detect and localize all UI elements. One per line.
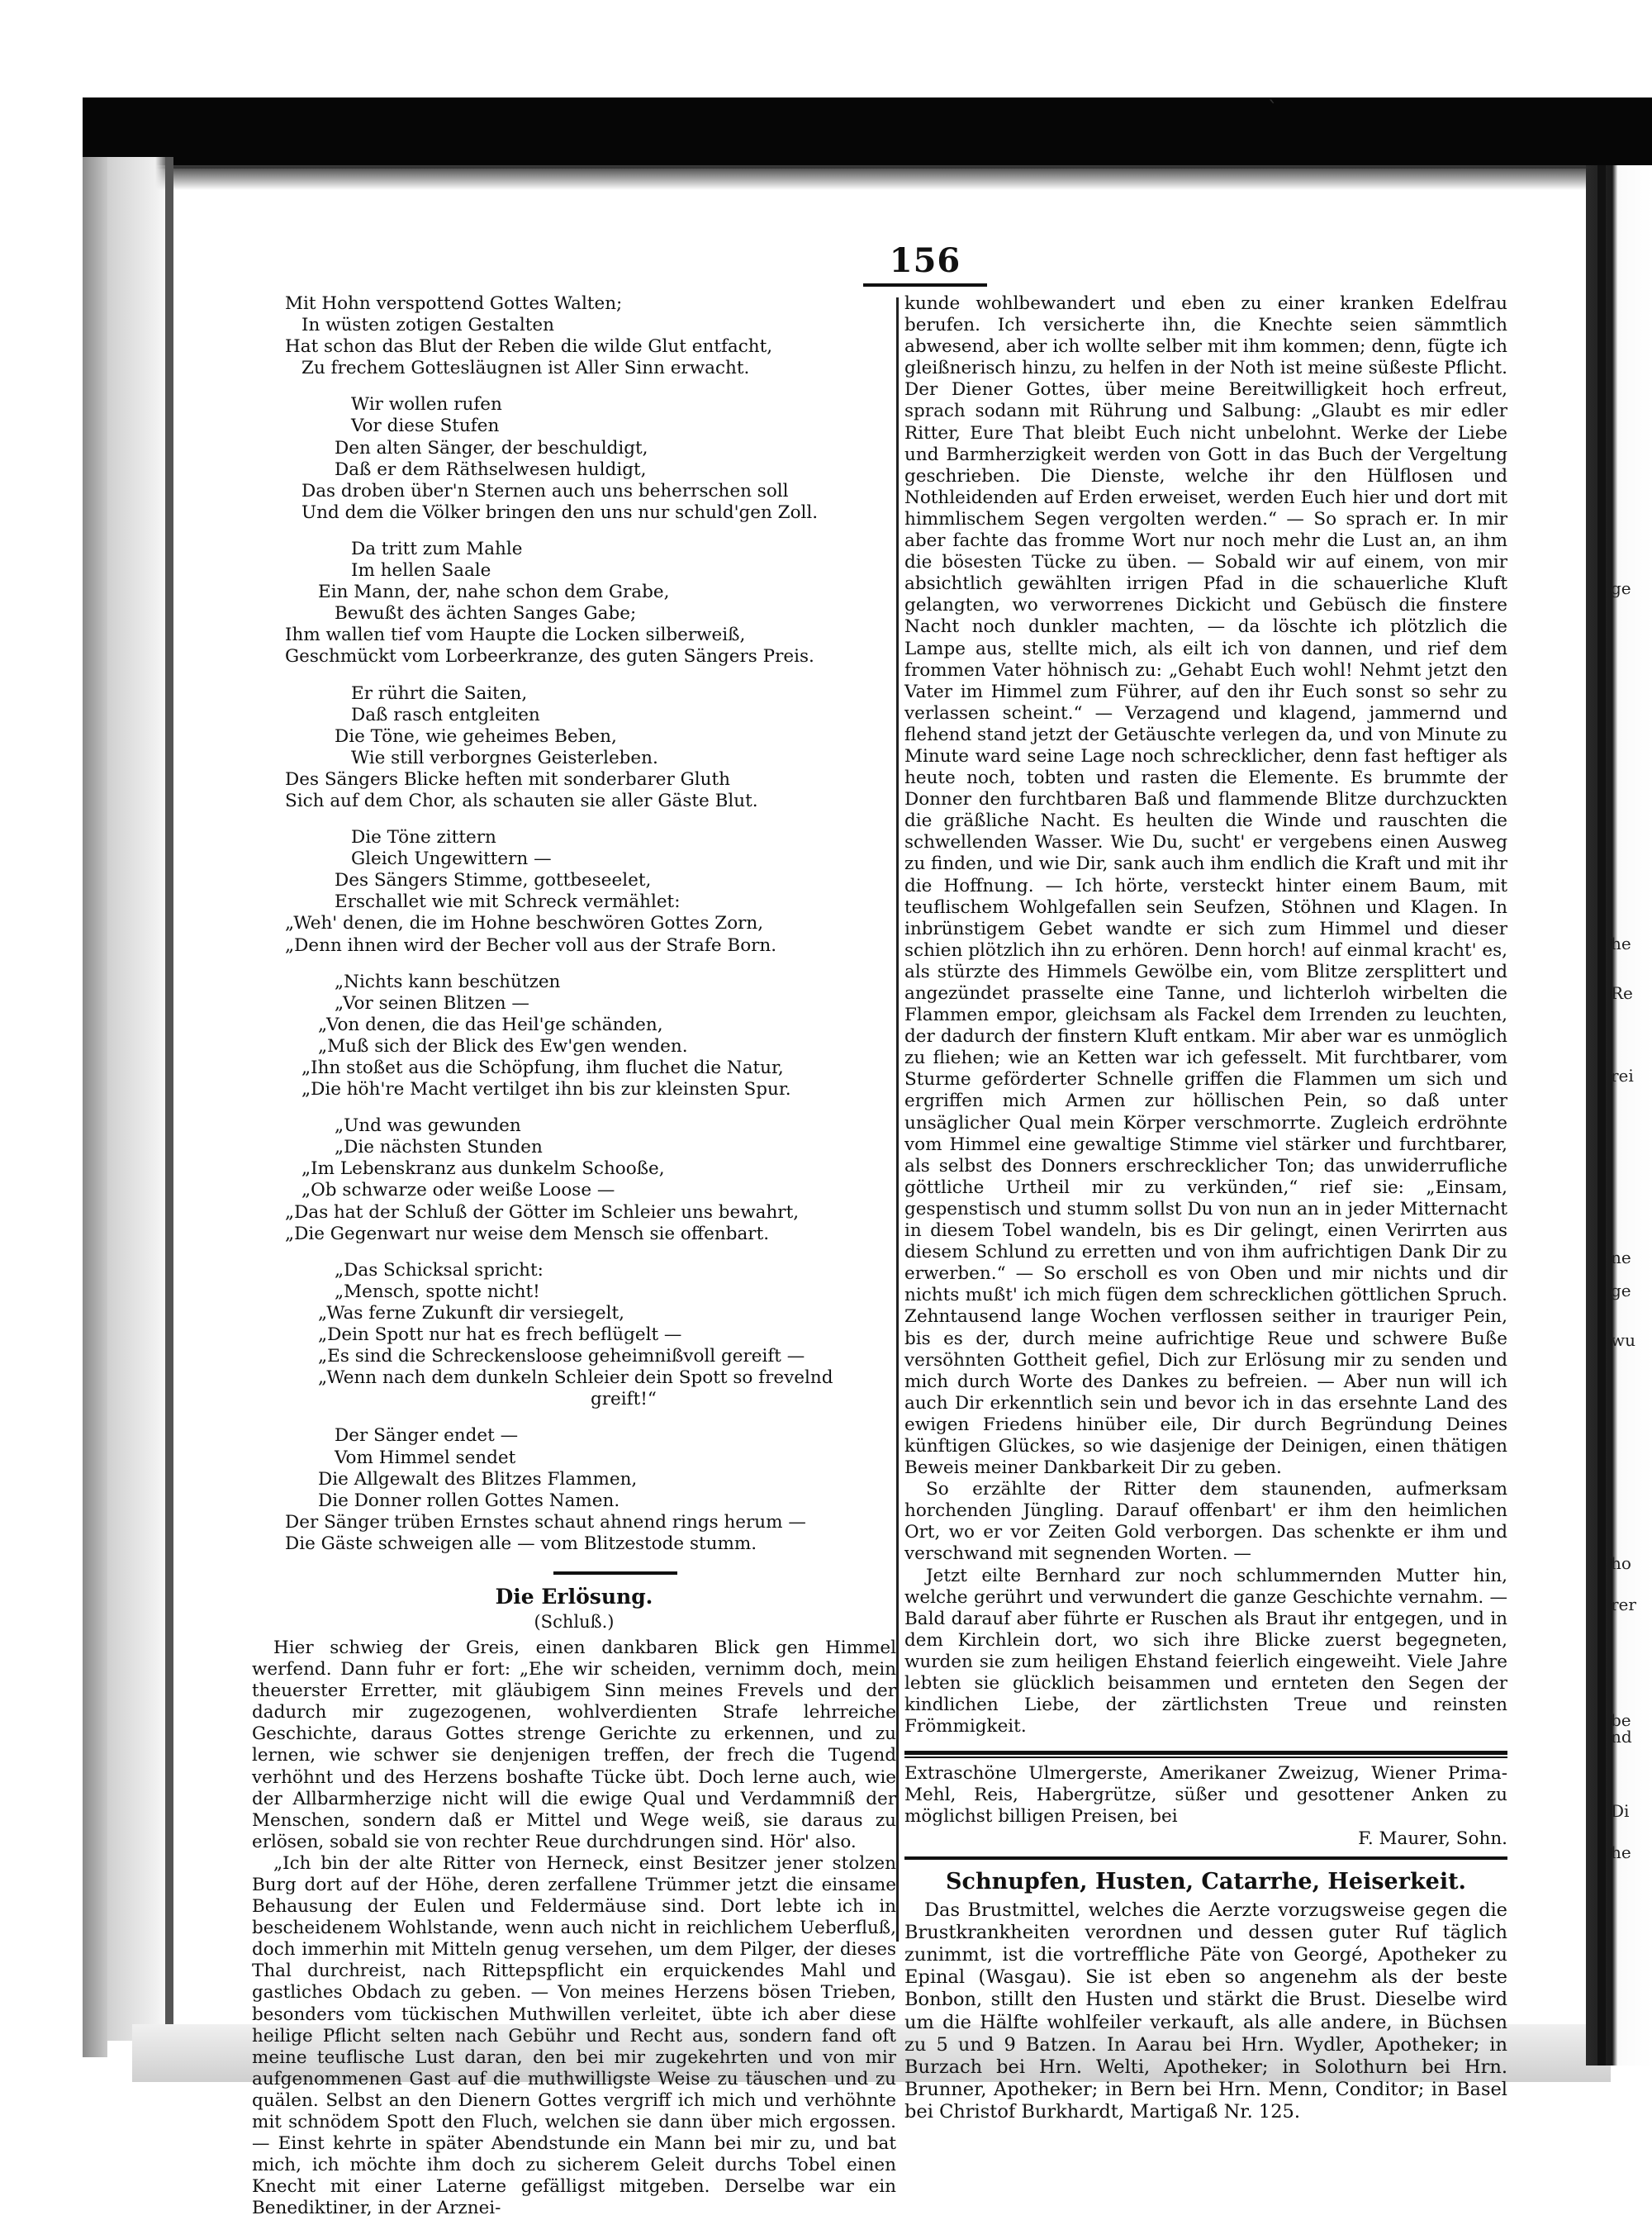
poem-stanza <box>252 293 896 379</box>
story-paragraph: Jetzt eilte Bernhard zur noch schlummernden Mutter hin, welche gerührt und verwundert die ganze Geschichte vernahm. — Bald darauf aber führte er Ruschen als Braut ihr entgegen, und in dem Kirchlein dort, wo sich ihre Blicke zuerst begegneten, wurden sie zum heiligen Ehstand feierlich eingeweiht. Viele Jahre lebten sie glücklich beisammen und ernteten den Segen der kindlichen Liebe, der zärtlichsten Treue und reinsten Frömmigkeit. <box>904 1565 1507 1737</box>
facing-page-fragment: ho <box>1611 1553 1631 1573</box>
column-divider <box>896 297 899 1942</box>
facing-page-fragment: rei <box>1611 1066 1634 1086</box>
poem-line: „Nichts kann beschützen <box>335 971 561 992</box>
facing-page-fragment: ne <box>1611 1248 1631 1267</box>
poem-line: Die Töne zittern <box>351 827 496 849</box>
advert-maurer-signature: F. Maurer, Sohn. <box>1358 1828 1507 1849</box>
facing-page-fragment: ge <box>1611 578 1631 598</box>
poem-line: Gleich Ungewittern — <box>351 849 552 870</box>
poem-line: „Im Lebenskranz aus dunkelm Schooße, <box>301 1158 665 1180</box>
advert-brustmittel-text: Das Brustmittel, welches die Aerzte vorzugsweise gegen die Brustkrankheiten verordnen und dessen guter Ruf täglich zunimmt, ist die vortreffliche Päte von Georgé, Apotheker zu Epinal (Wasgau). Sie ist eben so angenehm als der beste Bonbon, stillt den Husten und stärkt die Brust. Dieselbe wird um die Hälfte wohlfeiler verkauft, als alle andere, in Büchsen zu 5 und 9 Batzen. In Aarau bei Hrn. Wydler, Apotheker; in Burzach bei Hrn. Welti, Apotheker; in Solothurn bei Hrn. Brunner, Apotheker; in Bern bei Hrn. Menn, Conditor; in Basel bei Christof Burkhardt, Martigaß Nr. 125. <box>904 1899 1507 2123</box>
poem-line: „Was ferne Zukunft dir versiegelt, <box>318 1302 624 1324</box>
page-left-border <box>165 157 173 2032</box>
poem-line: Da tritt zum Mahle <box>351 538 523 559</box>
facing-page-fragment: he <box>1611 934 1631 953</box>
advert-rule-thick <box>904 1751 1507 1755</box>
poem-line: Ein Mann, der, nahe schon dem Grabe, <box>318 582 670 603</box>
poem-stanza <box>252 683 896 813</box>
poem-line: „Ob schwarze oder weiße Loose — <box>301 1180 615 1201</box>
left-column <box>252 293 896 2220</box>
scan-top-fade <box>83 165 1652 190</box>
facing-page-fragment: nd <box>1611 1727 1632 1747</box>
poem-line: Daß er dem Räthselwesen huldigt, <box>335 459 647 480</box>
scan-left-edge <box>83 157 107 2057</box>
poem-line: In wüsten zotigen Gestalten <box>301 315 554 336</box>
advert-maurer-text: Extraschöne Ulmergerste, Amerikaner Zweizug, Wiener Prima-Mehl, Reis, Habergrütze, süßer und gesottener Anken zu möglichst billigen Preisen, bei <box>904 1763 1507 1828</box>
poem-line: „Denn ihnen wird der Becher voll aus der Strafe Born. <box>285 934 777 956</box>
page-number: 156 <box>889 241 961 280</box>
poem-line: Zu frechem Gottesläugnen ist Aller Sinn erwacht. <box>301 358 750 379</box>
poem-line: Sich auf dem Chor, als schauten sie aller Gäste Blut. <box>285 790 758 811</box>
poem-line: Bewußt des ächten Sanges Gabe; <box>335 603 637 625</box>
poem-line: „Weh' denen, die im Hohne beschwören Gottes Zorn, <box>285 913 764 934</box>
poem-line: Das droben über'n Sternen auch uns beherrschen soll <box>301 480 789 502</box>
facing-page-fragment: wu <box>1611 1330 1635 1350</box>
poem-line: „Die höh're Macht vertilget ihn bis zur kleinsten Spur. <box>301 1079 791 1100</box>
poem-line: Den alten Sänger, der beschuldigt, <box>335 437 648 459</box>
advert-rule <box>904 1856 1507 1860</box>
poem-line: „Das hat der Schluß der Götter im Schleier uns bewahrt, <box>285 1201 800 1223</box>
poem-line: „Das Schicksal spricht: <box>335 1259 544 1281</box>
poem-line: Geschmückt vom Lorbeerkranze, des guten Sängers Preis. <box>285 646 814 668</box>
poem-line: Und dem die Völker bringen den uns nur schuld'gen Zoll. <box>301 502 819 523</box>
poem-line: Der Sänger endet — <box>335 1425 519 1447</box>
poem-line: Daß rasch entgleiten <box>351 704 540 725</box>
poem-line: Ihm wallen tief vom Haupte die Locken silberweiß, <box>285 625 746 646</box>
poem-stanza <box>252 394 896 524</box>
facing-page-fragment: be <box>1611 1710 1631 1730</box>
poem-line: Des Sängers Stimme, gottbeseelet, <box>335 870 652 891</box>
poem-stanza <box>252 1115 896 1245</box>
section-divider-rule <box>553 1571 677 1575</box>
poem-line: „Ihn stoßet aus die Schöpfung, ihm fluchet die Natur, <box>301 1058 784 1078</box>
story-paragraph: So erzählte der Ritter dem staunenden, aufmerksam horchenden Jüngling. Darauf offenbart' er ihm den heimlichen Ort, wo er vor Zeiten Gold verborgen. Das schenkte er ihm und verschwand mit segnenden Worten. — <box>904 1479 1507 1565</box>
poem-stanza <box>252 1260 896 1411</box>
scan-top-shadow <box>83 97 1652 169</box>
poem-line: Wir wollen rufen <box>351 394 502 416</box>
advert-rule-thin <box>904 1757 1507 1758</box>
facing-page-fragment: Re <box>1611 983 1633 1003</box>
poem-line: Er rührt die Saiten, <box>351 682 528 704</box>
poem-line: „Die nächsten Stunden <box>335 1137 543 1158</box>
page-number-rule <box>863 283 987 287</box>
poem-stanza <box>252 972 896 1101</box>
poem-line: „Und was gewunden <box>335 1115 521 1137</box>
poem-line: Wie still verborgnes Geisterleben. <box>351 747 658 768</box>
scan-right-shadow <box>1586 165 1652 2066</box>
poem-line: Im hellen Saale <box>351 560 491 582</box>
poem-line: Vor diese Stufen <box>351 416 500 437</box>
poem-line: Der Sänger trüben Ernstes schaut ahnend rings herum — <box>285 1511 806 1533</box>
facing-page-fragment: ge <box>1611 1281 1631 1300</box>
right-column <box>904 293 1507 2124</box>
story-paragraph-continued: kunde wohlbewandert und eben zu einer kranken Edelfrau berufen. Ich versicherte ihn, die Knechte seien sämmtlich abwesend, aber ich wollte selber mit ihm kommen; denn, fügte ich gleißnerisch hinzu, zu helfen in der Noth ist meine süßeste Pflicht. Der Diener Gottes, über meine Bereitwilligkeit hoch erfreut, sprach sodann mit Rührung und Salbung: „Glaubt es mir edler Ritter, Eure That bleibt Euch nicht unbelohnt. Werke der Liebe und Barmherzigkeit werden von Gott in das Buch der Vergeltung geschrieben. Die Dienste, welche ihr den Hülflosen und Nothleidenden auf Erden erweiset, werden Euch hier und dort mit himmlischem Segen vergolten werden.“ — So sprach er. In mir aber fachte das fromme Wort nur noch mehr die Lust an, an ihm die bösesten Tücke zu üben. — Sobald wir auf einem, von mir absichtlich gewählten irrigen Pfad in die schauerliche Kluft gelangten, wo verworrenes Dickicht und Gebüsch die finstere Nacht noch dunkler machten, — da löschte ich plötzlich die Lampe aus, stellte mich, als eilt ich von dannen, und rief dem frommen Vater höhnisch zu: „Gehabt Euch wohl! Nehmt jetzt den Vater im Himmel zum Führer, auf den ihr Euch sonst so sehr zu verlassen scheint.“ — Verzagend und klagend, jammernd und flehend stand jetzt der Getäuschte verlegen da, und von Minute zu Minute ward seine Lage noch schrecklicher, denn fast heftiger als heute noch, tobten und rasten die Elemente. Es brummte der Donner den furchtbaren Baß und flammende Blitze durchzuckten die gräßliche Nacht. Es heulten die Winde und rauschten die schwellenden Wasser. Wie Du, sucht' er vergebens einen Ausweg zu finden, und wie Dir, sank auch ihm endlich die Kraft und mit ihr die Hoffnung. — Ich hörte, versteckt hinter einem Baum, mit teuflischem Wohlgefallen sein Seufzen, Stöhnen und Klagen. In inbrünstigem Gebet wandte er sich zum Himmel und dieser schien plötzlich ihn zu erhören. Denn horch! auf einmal kracht' es, als stürzte des Himmels Gewölbe ein, vom Blitze zersplittert und angezündet prasselte eine Tanne, und lichterloh wirbelten die Flammen empor, gleichsam als Fackel dem Irrenden zu leuchten, der dadurch der finstern Kluft entkam. Mir aber war es unmöglich zu fliehen; wie an Ketten war ich gefesselt. Mit furchtbarer, vom Sturme geförderter Schnelle griffen die Flammen um sich und ergriffen mich Armen zur höllischen Pein, so daß unter unsäglicher Qual mein Körper verschmorrte. Zugleich erdröhnte vom Himmel eine gewaltige Stimme viel stärker und furchtbarer, als selbst des Donners erschrecklicher Ton; das unwiderrufliche göttliche Urtheil mir zu verkünden,“ rief sie: „Einsam, gespenstisch und stumm sollst Du von nun an in jeder Mitternacht in diesem Tobel wandeln, bis es Dir gelingt, einen Verirrten aus diesem Schlund zu erretten und von ihm aufrichtigen Dank Dir zu erwerben.“ — So erscholl es von Oben und mir nichts und dir nichts mußt' ich mich fügen dem schrecklichen göttlichen Spruch. Zehntausend lange Wochen verflossen seither in trauriger Pein, bis es der, durch meine aufrichtige Reue und schwere Buße versöhnten Gottheit gefiel, Dich zur Erlösung mir zu senden und mich durch Worte des Dankes zu befreien. — Aber nun will ich auch Dir erkenntlich sein und bevor ich in das ersehnte Land des ewigen Friedens hinüber eile, Dir durch Begründung Deines künftigen Glückes, so wie dasjenige der Deinigen, einen thätigen Beweis meiner Dankbarkeit Dir zu geben. <box>904 293 1507 1479</box>
facing-page-fragment: Di <box>1611 1801 1630 1821</box>
poem-line: Vom Himmel sendet <box>335 1447 516 1468</box>
story-subtitle: (Schluß.) <box>534 1611 615 1632</box>
poem-line: „Mensch, spotte nicht! <box>335 1281 540 1302</box>
advert-heading: Schnupfen, Husten, Catarrhe, Heiserkeit. <box>946 1868 1466 1894</box>
poem-line: Die Gäste schweigen alle — vom Blitzestode stumm. <box>285 1533 757 1554</box>
story-paragraph: Hier schwieg der Greis, einen dankbaren Blick gen Himmel werfend. Dann fuhr er fort: „Ehe wir scheiden, vernimm doch, mein theuerster Erretter, mit gläubigem Sinn meines Frevels und der dadurch mir zugezogenen, wohlverdienten Strafe lehrreiche Geschichte, daraus Gottes strenge Gerichte zu erkennen, und zu lernen, wie schwer sie denjenigen treffen, der frech die Tugend verhöhnt und des Herzens boshafte Tücke übt. Doch lerne auch, wie der Allbarmherzige nicht will die ewige Qual und Verdammniß der Menschen, sondern daß er Mittel und Wege weiß, sie daraus zu erlösen, sobald sie von rechter Reue durchdrungen sind. Hör' also. <box>252 1637 896 1852</box>
poem-line: „Dein Spott nur hat es frech beflügelt — <box>318 1324 682 1346</box>
poem <box>252 293 896 1555</box>
poem-line: Die Töne, wie geheimes Beben, <box>335 725 617 747</box>
story-paragraph: „Ich bin der alte Ritter von Herneck, einst Besitzer jener stolzen Burg dort auf der Höhe, deren zerfallene Trümmer jetzt die einsame Behausung der Eulen und Feldermäuse sind. Dort lebte ich in bescheidenem Wohlstande, wenn auch nicht in reichlichem Ueberfluß, doch immerhin mit Mitteln genug versehen, um dem Pilger, der dieses Thal durchreist, nach Rittерspflicht ein erquickendes Mahl und gastliches Obdach zu geben. — Von meines Herzens bösen Trieben, besonders vom tückischen Muthwillen verleitet, übte ich aber diese heilige Pflicht selten nach Gebühr und Recht aus, sondern fand oft meine teuflische Lust daran, den bei mir zugekehrten und von mir aufgenommenen Gast auf die muthwilligste Weise zu täuschen und zu quälen. Selbst an den Dienern Gottes vergriff ich mich und verhöhnte mit schnödem Spott den Fluch, welchen sie dann über mich ergossen. — Einst kehrte in später Abendstunde ein Mann bei mir zu, und bat mich, ich möchte ihm doch zu sicherem Geleit durchs Tobel einen Knecht mit einer Laterne gefälligst mitgeben. Derselbe war ein Benediktiner, in der Arznei- <box>252 1852 896 2219</box>
story-title: Die Erlösung. <box>495 1584 653 1609</box>
poem-line: Die Allgewalt des Blitzes Flammen, <box>318 1468 638 1490</box>
facing-page-fragment: he <box>1611 1842 1631 1862</box>
poem-line: „Vor seinen Blitzen — <box>335 992 529 1014</box>
poem-line: „Von denen, die das Heil'ge schänden, <box>318 1014 663 1035</box>
poem-line: Des Sängers Blicke heften mit sonderbarer Gluth <box>285 768 731 790</box>
poem-line: „Es sind die Schreckensloose geheimnißvoll gereift — <box>318 1346 805 1367</box>
poem-stanza <box>252 1425 896 1555</box>
poem-line: greift!“ <box>591 1389 657 1410</box>
advert-maurer <box>904 1763 1507 1849</box>
poem-line: Erschallet wie mit Schreck vermählet: <box>335 891 681 913</box>
poem-line: „Die Gegenwart nur weise dem Mensch sie offenbart. <box>285 1223 770 1244</box>
poem-line: Mit Hohn verspottend Gottes Walten; <box>285 293 623 314</box>
poem-line: „Wenn nach dem dunkeln Schleier dein Spott so frevelnd <box>318 1367 833 1389</box>
poem-line: Hat schon das Blut der Reben die wilde Glut entfacht, <box>285 336 773 358</box>
poem-line: Die Donner rollen Gottes Namen. <box>318 1490 620 1511</box>
poem-stanza <box>252 827 896 957</box>
scan-speck: ˋ <box>1268 97 1278 121</box>
facing-page-fragment: rer <box>1611 1595 1636 1614</box>
poem-stanza <box>252 539 896 668</box>
poem-line: „Muß sich der Blick des Ew'gen wenden. <box>318 1035 688 1057</box>
page-right-border <box>1597 165 1606 2066</box>
